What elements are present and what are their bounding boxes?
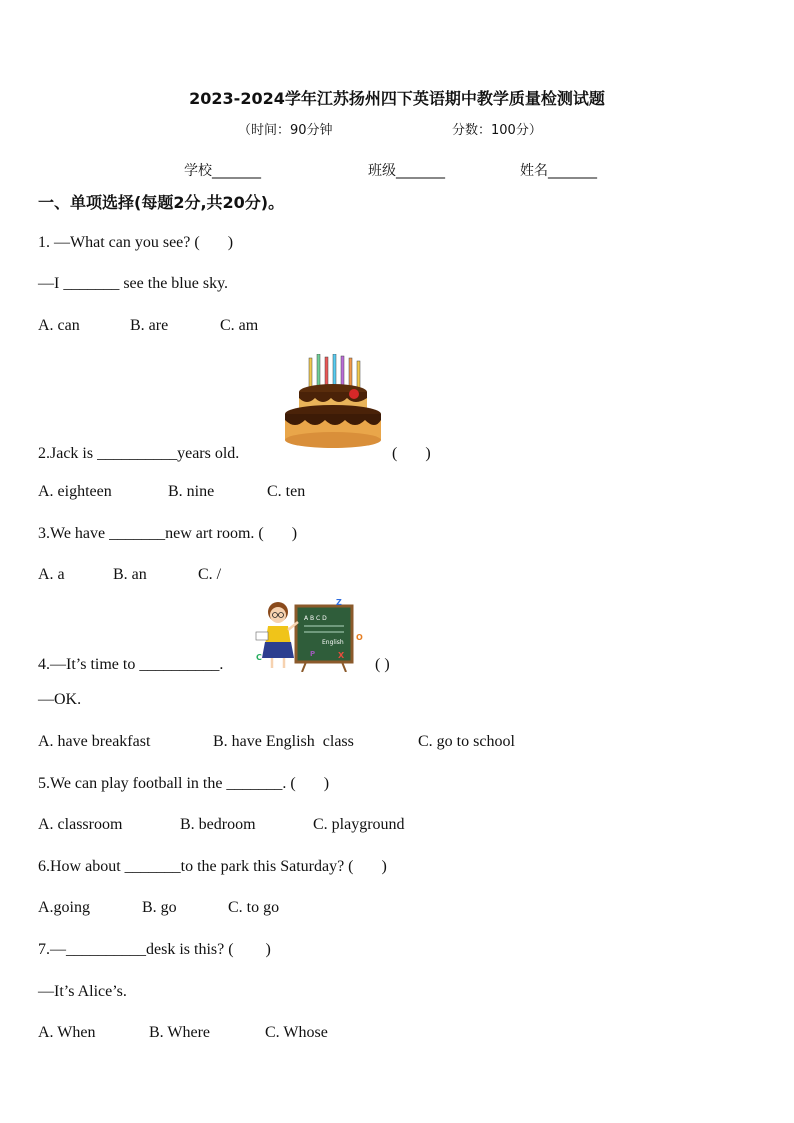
q7-option-c: C. Whose bbox=[265, 1024, 328, 1041]
letter-z: Z bbox=[336, 598, 342, 607]
q5-option-c: C. playground bbox=[313, 816, 405, 833]
question-3-stem: 3.We have _______new art room. ( ) bbox=[38, 525, 298, 542]
birthday-cake-icon bbox=[282, 354, 384, 452]
exam-title: 2023-2024学年江苏扬州四下英语期中教学质量检测试题 bbox=[189, 89, 605, 108]
q6-option-a: A.going bbox=[38, 899, 90, 916]
letter-x: X bbox=[338, 651, 345, 660]
q4-answer-paren: ( ) bbox=[375, 656, 390, 673]
q1-option-b: B. are bbox=[130, 317, 169, 334]
q6-option-b: B. go bbox=[142, 899, 177, 916]
question-1-stem: 1. —What can you see? ( ) bbox=[38, 234, 234, 251]
q4-option-c: C. go to school bbox=[418, 733, 515, 750]
letter-c: C bbox=[256, 653, 262, 662]
school-field: 学校_______ bbox=[184, 163, 261, 179]
q2-answer-paren: ( ) bbox=[392, 445, 431, 462]
q2-option-c: C. ten bbox=[267, 483, 306, 500]
letter-o: O bbox=[356, 633, 363, 642]
q7-option-b: B. Where bbox=[149, 1024, 211, 1041]
teacher-blackboard-icon bbox=[252, 596, 368, 672]
letter-p: P bbox=[310, 650, 316, 658]
q4-option-a: A. have breakfast bbox=[38, 733, 151, 750]
name-field: 姓名_______ bbox=[520, 163, 597, 179]
question-1-line2: —I _______ see the blue sky. bbox=[38, 275, 229, 292]
q5-option-a: A. classroom bbox=[38, 816, 123, 833]
q5-option-b: B. bedroom bbox=[180, 816, 256, 833]
q2-option-b: B. nine bbox=[168, 483, 215, 500]
q2-option-a: A. eighteen bbox=[38, 483, 112, 500]
board-english-text: English bbox=[322, 639, 344, 646]
class-field: 班级_______ bbox=[368, 163, 445, 179]
q3-option-a: A. a bbox=[38, 566, 65, 583]
question-5-stem: 5.We can play football in the _______. ( ) bbox=[38, 775, 330, 792]
q3-option-b: B. an bbox=[113, 566, 147, 583]
q6-option-c: C. to go bbox=[228, 899, 280, 916]
section-title: 一、单项选择(每题2分,共20分)。 bbox=[38, 193, 285, 212]
board-abcd-text: A B C D bbox=[304, 615, 327, 622]
exam-score: 分数：100分） bbox=[452, 123, 542, 138]
question-7-stem: 7.—__________desk is this? ( ) bbox=[38, 941, 271, 958]
q1-option-a: A. can bbox=[38, 317, 80, 334]
exam-time: （时间：90分钟 bbox=[238, 123, 333, 138]
question-4-stem: 4.—It’s time to __________. bbox=[38, 656, 224, 673]
q1-option-c: C. am bbox=[220, 317, 259, 334]
question-6-stem: 6.How about _______to the park this Saturday? ( ) bbox=[38, 858, 387, 875]
question-4-line2: —OK. bbox=[38, 691, 82, 708]
question-7-line2: —It’s Alice’s. bbox=[38, 983, 127, 1000]
q4-option-b: B. have English class bbox=[213, 733, 354, 750]
q7-option-a: A. When bbox=[38, 1024, 96, 1041]
question-2-stem: 2.Jack is __________years old. bbox=[38, 445, 240, 462]
q3-option-c: C. / bbox=[198, 566, 222, 583]
